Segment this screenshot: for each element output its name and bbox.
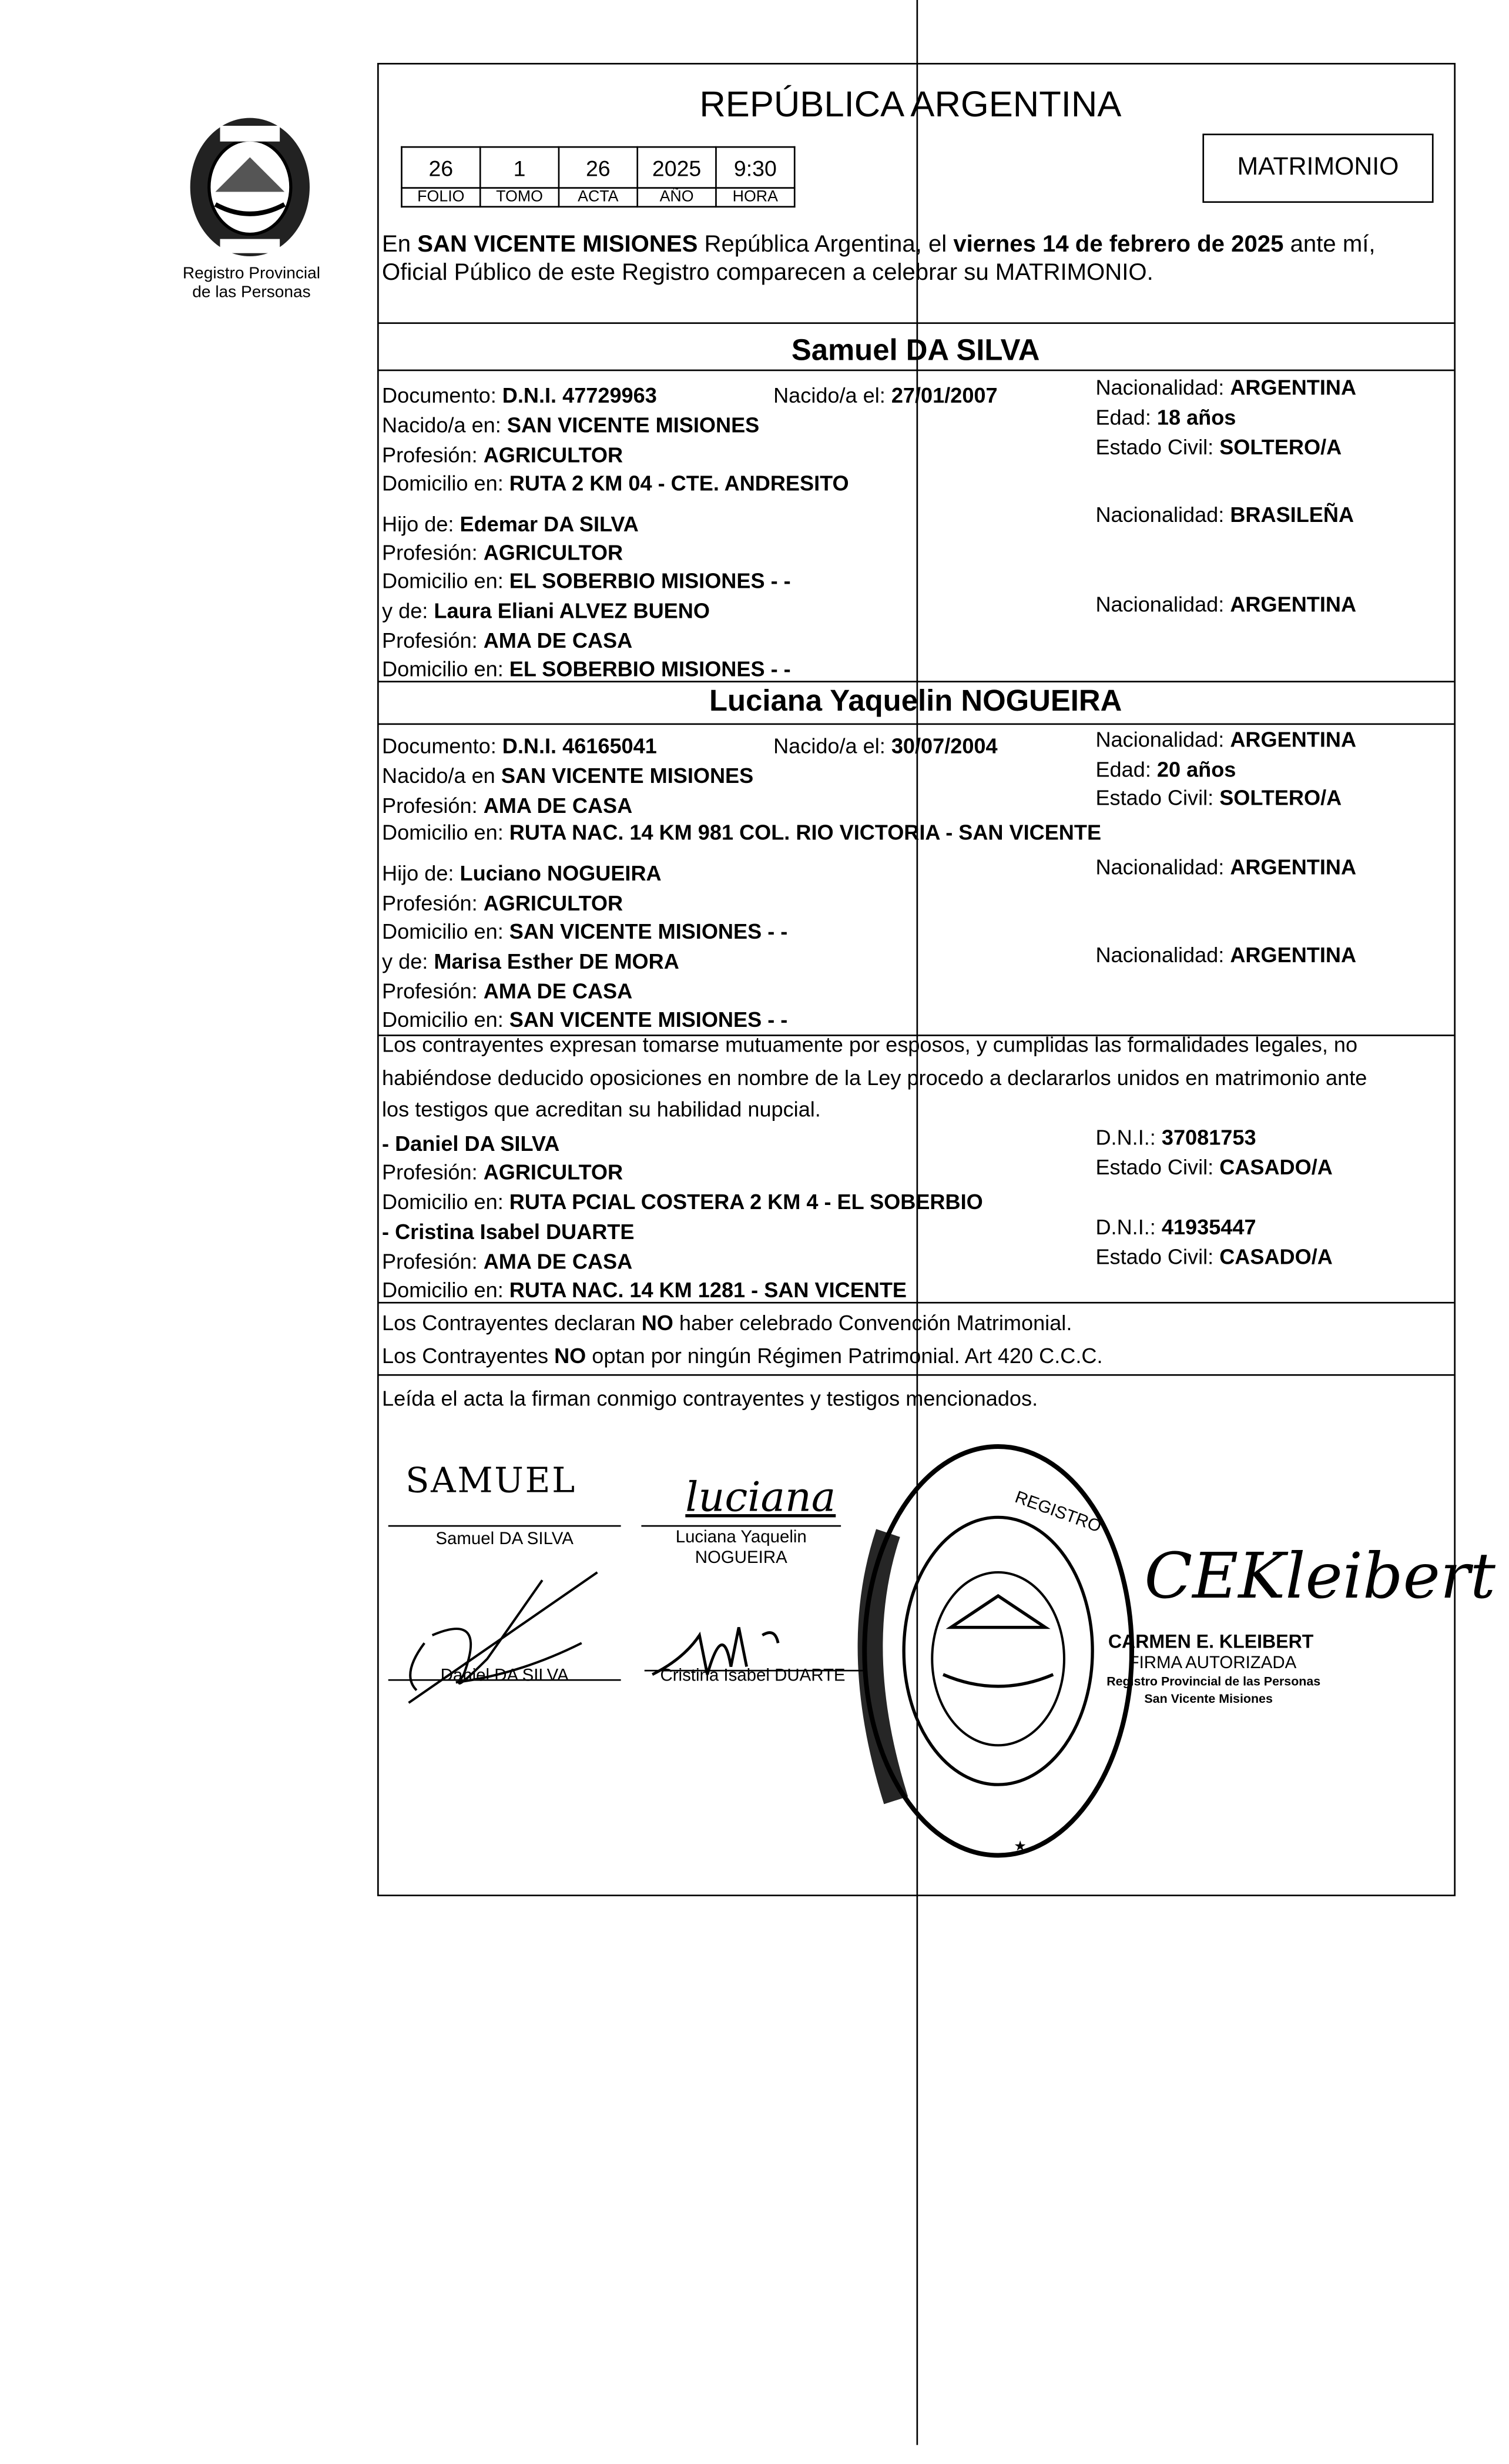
signature-line bbox=[388, 1525, 621, 1527]
witness2-profesion: Profesión: AMA DE CASA bbox=[382, 1250, 633, 1274]
spouse2-father-nacionalidad: Nacionalidad: ARGENTINA bbox=[1095, 855, 1357, 879]
folio-label: FOLIO bbox=[401, 188, 480, 207]
anio-label: AÑO bbox=[638, 188, 716, 207]
signature-line bbox=[641, 1525, 841, 1527]
spouse2-mother-domicilio: Domicilio en: SAN VICENTE MISIONES - - bbox=[382, 1007, 788, 1032]
acta-value: 26 bbox=[559, 147, 638, 188]
registry-seal-stamp bbox=[825, 1439, 1139, 1872]
spouse1-father-domicilio: Domicilio en: EL SOBERBIO MISIONES - - bbox=[382, 569, 791, 593]
page-title: REPÚBLICA ARGENTINA bbox=[699, 83, 1122, 125]
act-type: MATRIMONIO bbox=[1237, 154, 1399, 181]
intro-line-2: Oficial Público de este Registro comparecen a celebrar su MATRIMONIO. bbox=[382, 259, 1153, 286]
signature-samuel: SAMUEL bbox=[405, 1462, 576, 1502]
spouse2-father-profesion: Profesión: AGRICULTOR bbox=[382, 891, 623, 915]
spouse1-mother-profesion: Profesión: AMA DE CASA bbox=[382, 629, 633, 653]
spouse2-birthdate: Nacido/a el: 30/07/2004 bbox=[773, 734, 998, 758]
acta-label: ACTA bbox=[559, 188, 638, 207]
witness1-domicilio: Domicilio en: RUTA PCIAL COSTERA 2 KM 4 - EL SOBERBIO bbox=[382, 1190, 983, 1214]
intro-line-1: En SAN VICENTE MISIONES República Argentina, el viernes 14 de febrero de 2025 ante mí, bbox=[382, 231, 1376, 258]
tomo-label: TOMO bbox=[480, 188, 559, 207]
closing-text: Leída el acta la firman conmigo contrayentes y testigos mencionados. bbox=[382, 1387, 1038, 1411]
official-org: Registro Provincial de las Personas bbox=[1106, 1674, 1321, 1689]
official-role: FIRMA AUTORIZADA bbox=[1128, 1654, 1297, 1673]
divider bbox=[377, 681, 1454, 682]
witness2-name: - Cristina Isabel DUARTE bbox=[382, 1220, 635, 1244]
official-name: CARMEN E. KLEIBERT bbox=[1108, 1630, 1314, 1653]
signature-label: Daniel DA SILVA bbox=[440, 1666, 569, 1686]
spouse1-estado-civil: Estado Civil: SOLTERO/A bbox=[1095, 435, 1342, 460]
spouse2-mother: y de: Marisa Esther DE MORA bbox=[382, 949, 679, 973]
folio-value: 26 bbox=[401, 147, 480, 188]
spouse1-profesion: Profesión: AGRICULTOR bbox=[382, 443, 623, 467]
spouse2-father: Hijo de: Luciano NOGUEIRA bbox=[382, 861, 662, 886]
regime-line-2: Los Contrayentes NO optan por ningún Régimen Patrimonial. Art 420 C.C.C. bbox=[382, 1344, 1103, 1368]
spouse1-name: Samuel DA SILVA bbox=[791, 334, 1040, 368]
declaration-line: habiéndose deducido oposiciones en nombre de la Ley procedo a declararlos unidos en matrimonio ante bbox=[382, 1066, 1367, 1090]
witness2-dni: D.N.I.: 41935447 bbox=[1095, 1215, 1256, 1239]
spouse1-nacionalidad: Nacionalidad: ARGENTINA bbox=[1095, 376, 1357, 400]
spouse2-domicilio: Domicilio en: RUTA NAC. 14 KM 981 COL. RIO VICTORIA - SAN VICENTE bbox=[382, 821, 1102, 845]
hora-value: 9:30 bbox=[716, 147, 794, 188]
anio-value: 2025 bbox=[638, 147, 716, 188]
spouse1-father-nacionalidad: Nacionalidad: BRASILEÑA bbox=[1095, 503, 1354, 527]
spouse1-mother-domicilio: Domicilio en: EL SOBERBIO MISIONES - - bbox=[382, 657, 791, 681]
spouse2-estado-civil: Estado Civil: SOLTERO/A bbox=[1095, 786, 1342, 810]
witness1-estado-civil: Estado Civil: CASADO/A bbox=[1095, 1156, 1333, 1180]
stamp-star: ★ bbox=[1014, 1838, 1027, 1854]
signature-luciana: luciana bbox=[685, 1475, 836, 1522]
spouse1-documento: Documento: D.N.I. 47729963 bbox=[382, 383, 657, 407]
official-place: San Vicente Misiones bbox=[1144, 1692, 1273, 1706]
spouse1-domicilio: Domicilio en: RUTA 2 KM 04 - CTE. ANDRESITO bbox=[382, 471, 849, 496]
spouse2-name: Luciana Yaquelin NOGUEIRA bbox=[709, 685, 1122, 719]
spouse2-profesion: Profesión: AMA DE CASA bbox=[382, 794, 633, 818]
spouse2-father-domicilio: Domicilio en: SAN VICENTE MISIONES - - bbox=[382, 919, 788, 943]
declaration-line: los testigos que acreditan su habilidad nupcial. bbox=[382, 1097, 821, 1121]
spouse1-mother-nacionalidad: Nacionalidad: ARGENTINA bbox=[1095, 592, 1357, 617]
witness2-estado-civil: Estado Civil: CASADO/A bbox=[1095, 1245, 1333, 1269]
witness1-dni: D.N.I.: 37081753 bbox=[1095, 1126, 1256, 1150]
witness2-domicilio: Domicilio en: RUTA NAC. 14 KM 1281 - SAN VICENTE bbox=[382, 1278, 907, 1302]
stamp-text: REGISTRO bbox=[1012, 1487, 1104, 1536]
spouse1-birthdate: Nacido/a el: 27/01/2007 bbox=[773, 383, 998, 407]
signature-official: CEKleibert bbox=[1144, 1541, 1496, 1613]
logo-caption: Registro Provincial bbox=[182, 264, 321, 283]
divider bbox=[377, 370, 1454, 371]
tomo-value: 1 bbox=[480, 147, 559, 188]
logo-caption: de las Personas bbox=[192, 283, 311, 302]
divider bbox=[377, 1374, 1454, 1376]
spouse1-father-profesion: Profesión: AGRICULTOR bbox=[382, 541, 623, 565]
act-type-box bbox=[1202, 133, 1433, 203]
regime-line-1: Los Contrayentes declaran NO haber celebrado Convención Matrimonial. bbox=[382, 1311, 1072, 1335]
witness1-profesion: Profesión: AGRICULTOR bbox=[382, 1160, 623, 1184]
spouse2-mother-profesion: Profesión: AMA DE CASA bbox=[382, 979, 633, 1003]
spouse1-edad: Edad: 18 años bbox=[1095, 406, 1236, 430]
spouse1-mother: y de: Laura Eliani ALVEZ BUENO bbox=[382, 599, 710, 623]
spouse2-documento: Documento: D.N.I. 46165041 bbox=[382, 734, 657, 758]
witness1-name: - Daniel DA SILVA bbox=[382, 1132, 560, 1156]
spouse1-birthplace: Nacido/a en: SAN VICENTE MISIONES bbox=[382, 413, 760, 437]
signature-label: Luciana Yaquelin NOGUEIRA bbox=[675, 1528, 807, 1568]
spouse2-edad: Edad: 20 años bbox=[1095, 758, 1236, 782]
provincia-misiones-logo-icon bbox=[173, 113, 327, 263]
divider bbox=[377, 1302, 1454, 1304]
signature-label: Cristina Isabel DUARTE bbox=[660, 1666, 846, 1686]
registry-table bbox=[401, 146, 795, 207]
hora-label: HORA bbox=[716, 188, 794, 207]
declaration-line: Los contrayentes expresan tomarse mutuamente por esposos, y cumplidas las formalidades legales, no bbox=[382, 1033, 1358, 1057]
spouse2-nacionalidad: Nacionalidad: ARGENTINA bbox=[1095, 728, 1357, 752]
spouse2-birthplace: Nacido/a en SAN VICENTE MISIONES bbox=[382, 764, 754, 788]
divider bbox=[377, 322, 1454, 324]
signature-label: Samuel DA SILVA bbox=[435, 1529, 574, 1549]
spouse1-father: Hijo de: Edemar DA SILVA bbox=[382, 513, 639, 537]
spouse2-mother-nacionalidad: Nacionalidad: ARGENTINA bbox=[1095, 943, 1357, 967]
